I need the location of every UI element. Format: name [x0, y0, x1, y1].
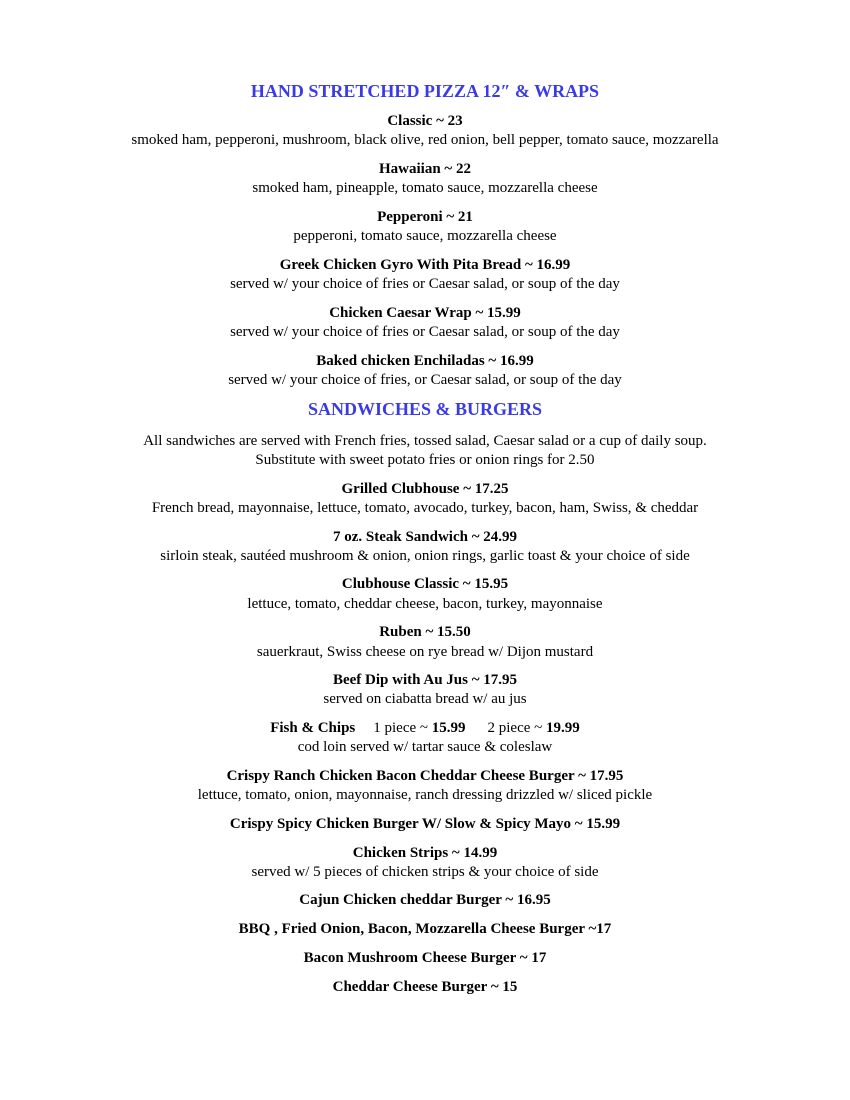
- menu-item-description: lettuce, tomato, cheddar cheese, bacon, turkey, mayonnaise: [247, 596, 603, 612]
- menu-item-description: served w/ 5 pieces of chicken strips & your choice of side: [251, 864, 599, 880]
- menu-item-title: Cheddar Cheese Burger ~ 15: [332, 979, 518, 995]
- menu-item-title: Chicken Caesar Wrap ~ 15.99: [329, 305, 521, 321]
- menu-item-description: cod loin served w/ tartar sauce & coleslaw: [297, 739, 553, 755]
- menu-item-description: sauerkraut, Swiss cheese on rye bread w/ Dijon mustard: [256, 644, 594, 660]
- menu-item-description: smoked ham, pineapple, tomato sauce, mozzarella cheese: [252, 180, 598, 196]
- two-piece-label: 2 piece ~: [487, 720, 547, 736]
- menu-item-description: lettuce, tomato, onion, mayonnaise, ranch dressing drizzled w/ sliced pickle: [197, 787, 653, 803]
- one-piece-price: 15.99: [431, 720, 466, 736]
- fish-and-chips-title-row: [0, 719, 850, 737]
- menu-item-description: pepperoni, tomato sauce, mozzarella cheese: [293, 228, 557, 244]
- menu-item-title: Baked chicken Enchiladas ~ 16.99: [316, 353, 534, 369]
- pizza-section-heading: HAND STRETCHED PIZZA 12″ & WRAPS: [250, 81, 600, 101]
- menu-item-description: served w/ your choice of fries or Caesar salad, or soup of the day: [230, 324, 620, 340]
- fish-and-chips-title: Fish & Chips: [270, 720, 356, 736]
- sandwiches-intro-line: Substitute with sweet potato fries or onion rings for 2.50: [255, 452, 595, 468]
- menu-item-title: Beef Dip with Au Jus ~ 17.95: [332, 672, 518, 688]
- menu-item-title: BBQ , Fried Onion, Bacon, Mozzarella Cheese Burger ~17: [238, 921, 612, 937]
- sandwiches-section-heading: SANDWICHES & BURGERS: [307, 399, 543, 419]
- menu-item-description: smoked ham, pepperoni, mushroom, black olive, red onion, bell pepper, tomato sauce, mozzarella: [131, 132, 719, 148]
- menu-item-title: Classic ~ 23: [387, 113, 463, 129]
- menu-item-title: Grilled Clubhouse ~ 17.25: [341, 481, 509, 497]
- menu-item-title: Crispy Spicy Chicken Burger W/ Slow & Spicy Mayo ~ 15.99: [229, 816, 621, 832]
- menu-item-title: Greek Chicken Gyro With Pita Bread ~ 16.99: [279, 257, 571, 273]
- menu-item-title: Clubhouse Classic ~ 15.95: [341, 576, 509, 592]
- menu-item-description: served w/ your choice of fries, or Caesar salad, or soup of the day: [228, 372, 622, 388]
- sandwiches-intro-line: All sandwiches are served with French fries, tossed salad, Caesar salad or a cup of daily soup.: [143, 433, 707, 449]
- menu-item-title: Ruben ~ 15.50: [379, 624, 471, 640]
- menu-item-title: Hawaiian ~ 22: [379, 161, 471, 177]
- menu-item-title: Pepperoni ~ 21: [377, 209, 473, 225]
- menu-item-title: Chicken Strips ~ 14.99: [352, 845, 498, 861]
- menu-item-description: served w/ your choice of fries or Caesar salad, or soup of the day: [230, 276, 620, 292]
- menu-item-description: French bread, mayonnaise, lettuce, tomato, avocado, turkey, bacon, ham, Swiss, & cheddar: [151, 500, 699, 516]
- menu-item-title: 7 oz. Steak Sandwich ~ 24.99: [332, 529, 518, 545]
- menu-item-title: Crispy Ranch Chicken Bacon Cheddar Cheese Burger ~ 17.95: [226, 768, 624, 784]
- menu-item-title: Cajun Chicken cheddar Burger ~ 16.95: [299, 892, 551, 908]
- menu-item-title: Bacon Mushroom Cheese Burger ~ 17: [303, 950, 547, 966]
- two-piece-price: 19.99: [546, 720, 580, 736]
- one-piece-label: 1 piece ~: [373, 720, 432, 736]
- menu-item-description: sirloin steak, sautéed mushroom & onion, onion rings, garlic toast & your choice of side: [160, 548, 690, 564]
- menu-item-description: served on ciabatta bread w/ au jus: [323, 691, 527, 707]
